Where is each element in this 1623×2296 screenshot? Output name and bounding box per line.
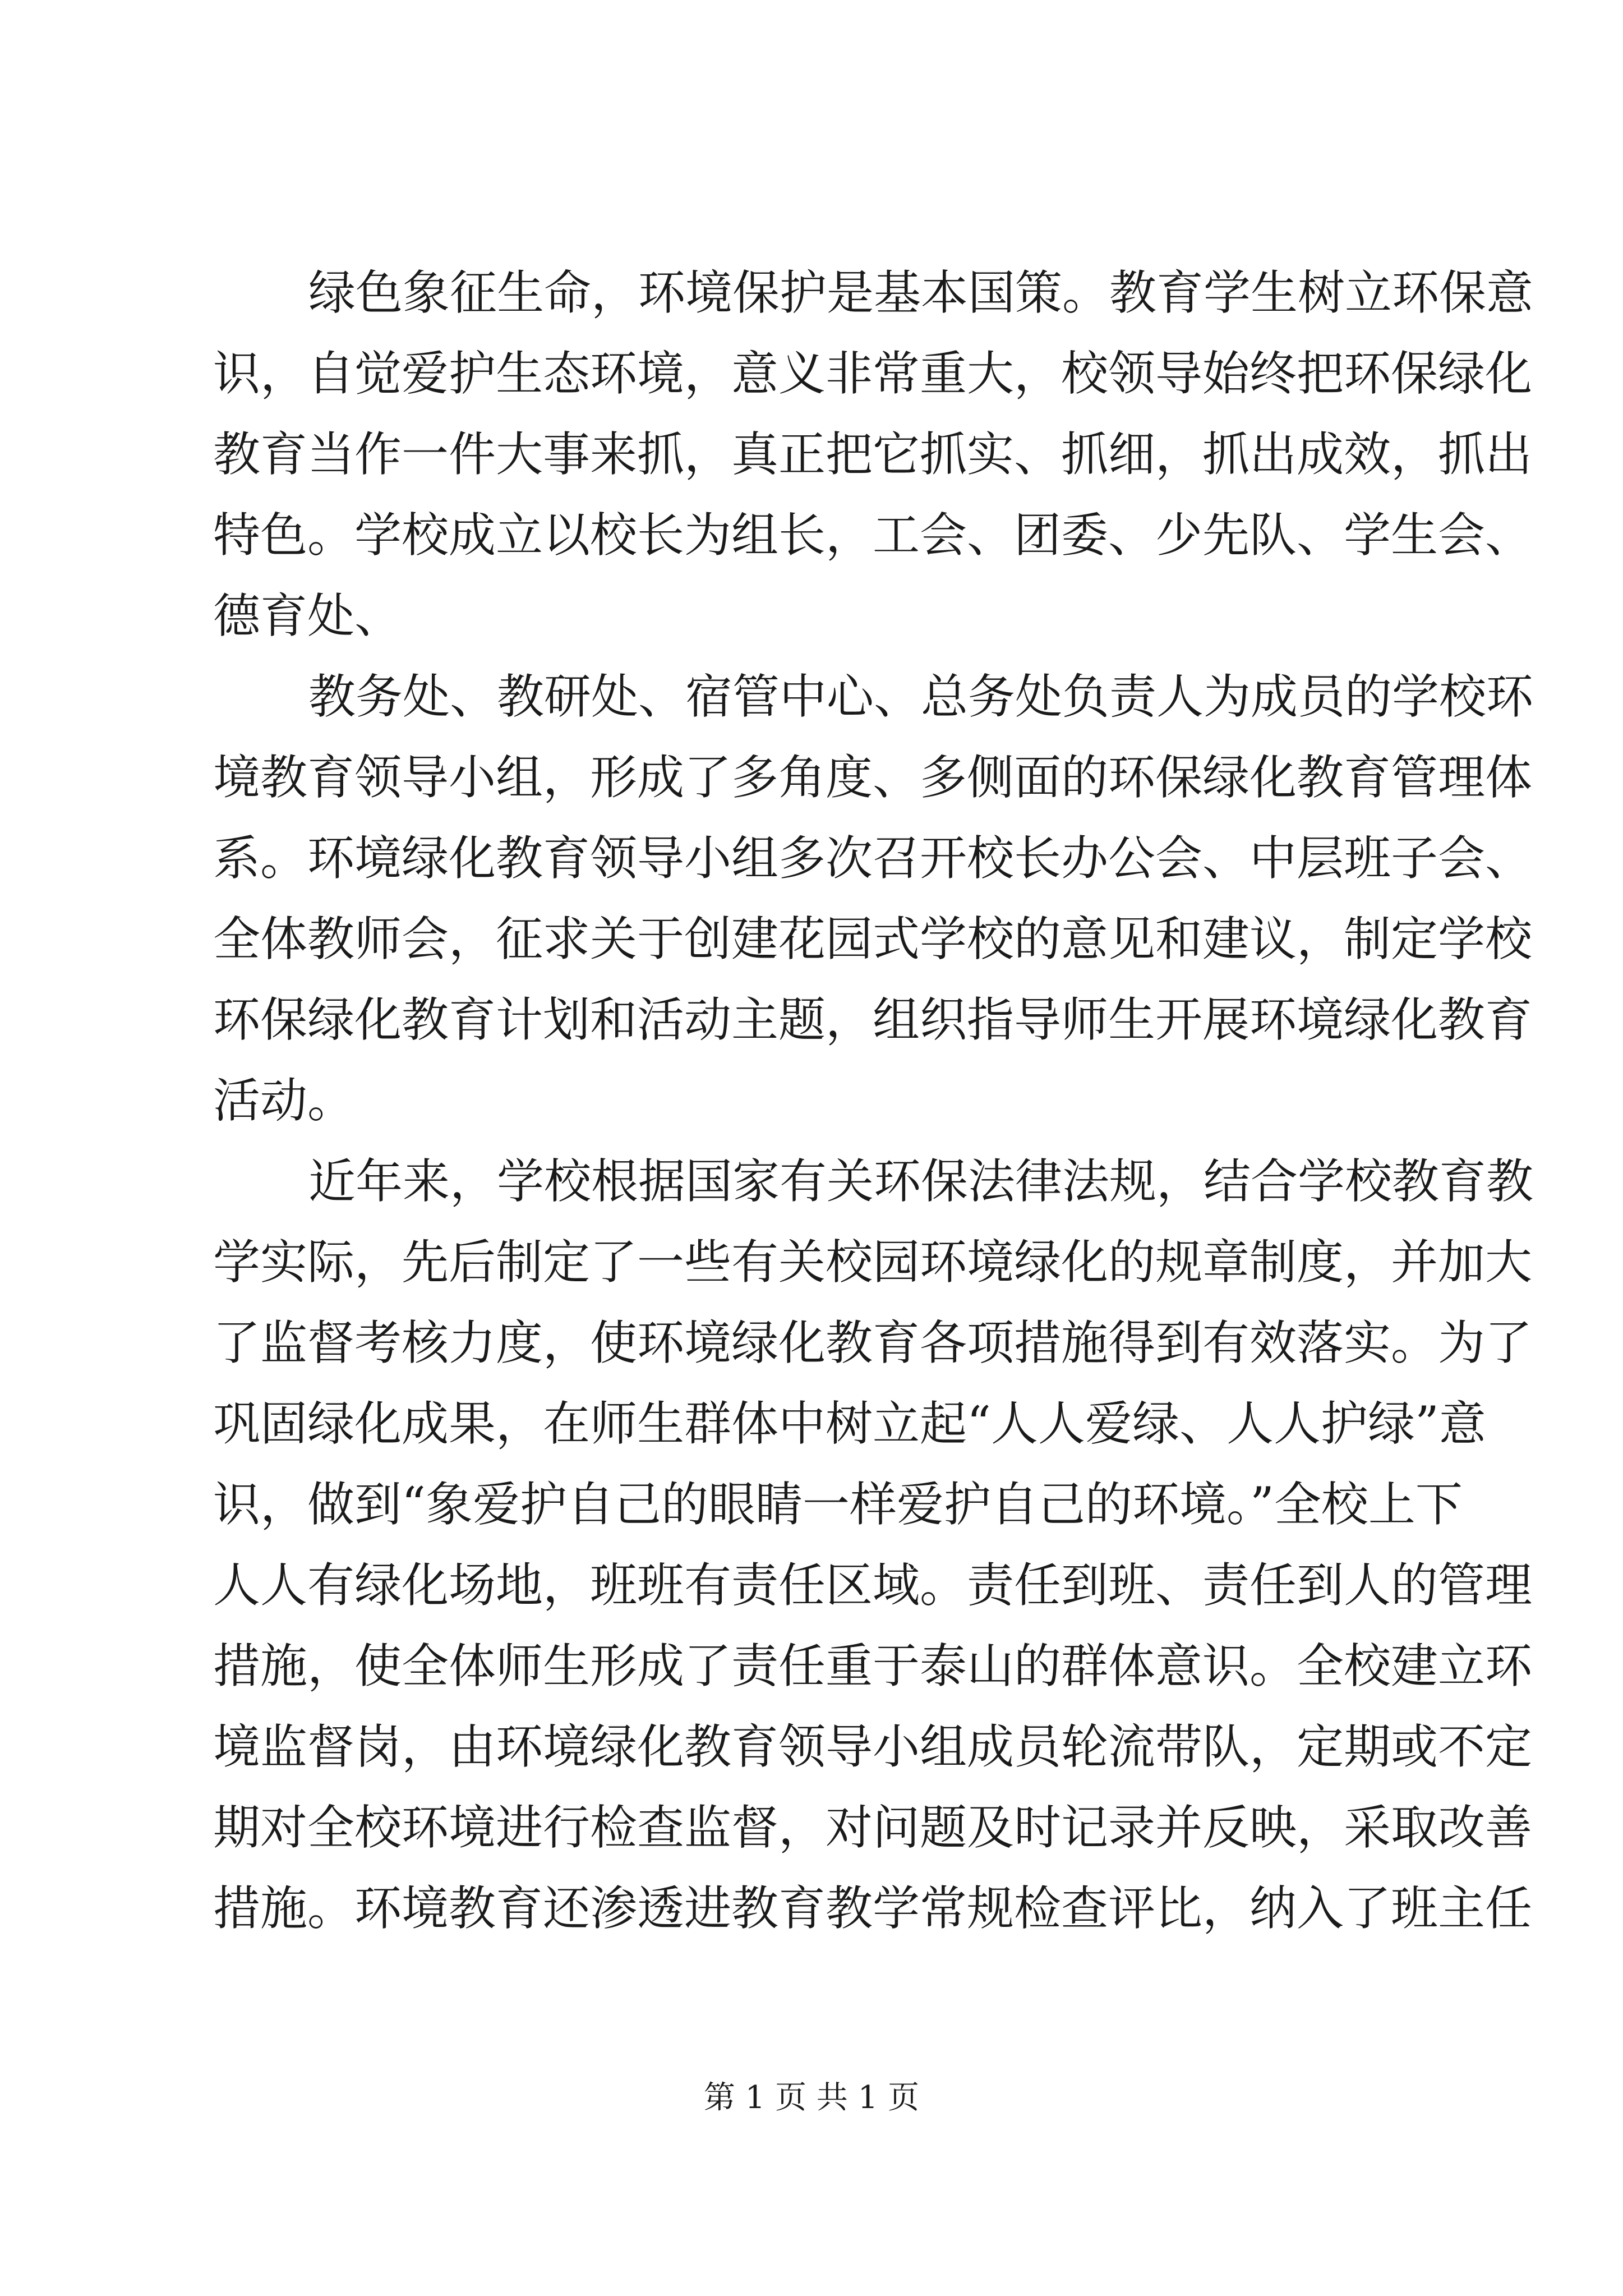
text-line: 境监督岗，由环境绿化教育领导小组成员轮流带队，定期或不定 xyxy=(213,1719,1533,1774)
text-line: 境教育领导小组，形成了多角度、多侧面的环保绿化教育管理体 xyxy=(213,750,1533,805)
text-line: 学实际，先后制定了一些有关校园环境绿化的规章制度，并加大 xyxy=(213,1235,1533,1290)
text-line: 全体教师会，征求关于创建花园式学校的意见和建议，制定学校 xyxy=(213,912,1533,967)
text-line: 了监督考核力度，使环境绿化教育各项措施得到有效落实。为了 xyxy=(213,1315,1533,1370)
text-line: 巩固绿化成果，在师生群体中树立起“人人爱绿、人人护绿”意 xyxy=(213,1396,1486,1451)
text-line: 活动。 xyxy=(213,1073,355,1128)
text-line: 期对全校环境进行检查监督，对问题及时记录并反映，采取改善 xyxy=(213,1800,1533,1855)
page-number-label: 第 1 页 共 1 页 xyxy=(703,2079,920,2116)
text-line: 教育当作一件大事来抓，真正把它抓实、抓细，抓出成效，抓出 xyxy=(213,427,1533,482)
page-footer xyxy=(0,2076,1623,2120)
text-line: 措施。环境教育还渗透进教育教学常规检查评比，纳入了班主任 xyxy=(213,1881,1533,1936)
text-line: 环保绿化教育计划和活动主题，组织指导师生开展环境绿化教育 xyxy=(213,992,1533,1047)
document-body xyxy=(213,252,1534,1949)
text-line: 近年来，学校根据国家有关环保法律法规，结合学校教育教 xyxy=(308,1154,1534,1209)
paragraph xyxy=(213,252,1534,656)
paragraph xyxy=(213,656,1534,1141)
text-line: 人人有绿化场地，班班有责任区域。责任到班、责任到人的管理 xyxy=(213,1558,1533,1613)
text-line: 识，自觉爱护生态环境，意义非常重大，校领导始终把环保绿化 xyxy=(213,346,1533,401)
text-line: 德育处、 xyxy=(213,588,402,643)
text-line: 识，做到“象爱护自己的眼睛一样爱护自己的环境。”全校上下 xyxy=(213,1477,1463,1532)
text-line: 教务处、教研处、宿管中心、总务处负责人为成员的学校环 xyxy=(308,669,1534,724)
text-line: 系。环境绿化教育领导小组多次召开校长办公会、中层班子会、 xyxy=(213,831,1533,886)
text-line: 特色。学校成立以校长为组长，工会、团委、少先队、学生会、 xyxy=(213,508,1533,563)
paragraph xyxy=(213,1141,1534,1949)
text-line: 绿色象征生命，环境保护是基本国策。教育学生树立环保意 xyxy=(308,265,1534,320)
text-line: 措施，使全体师生形成了责任重于泰山的群体意识。全校建立环 xyxy=(213,1639,1533,1694)
